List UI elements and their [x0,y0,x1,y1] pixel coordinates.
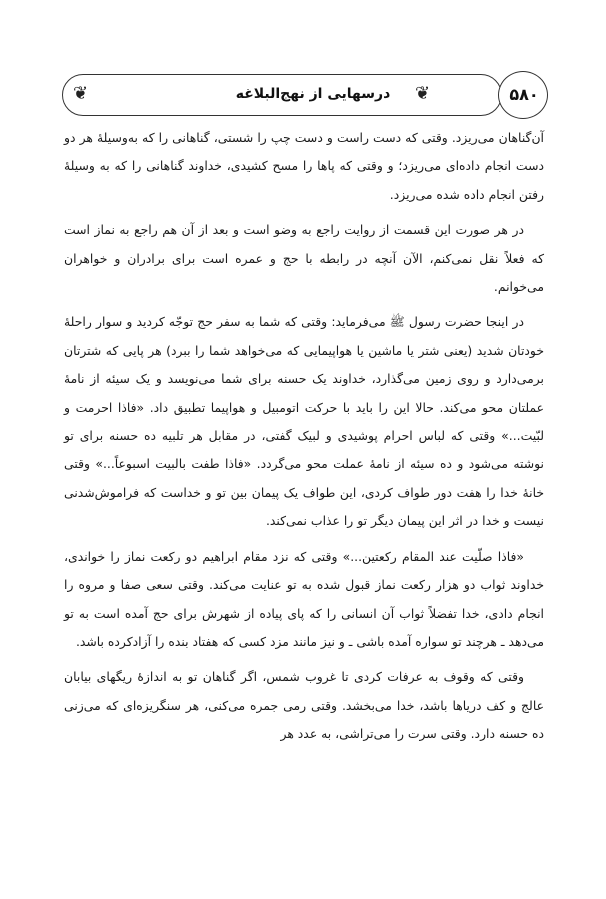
paragraph-1: آن‌گناهان می‌ریزد. وقتی که دست راست و دست چپ را شستی، گناهانی را که به‌وسیلهٔ هر دو دست انجام داده‌ای می‌ریزد؛ و وقتی که پاها را مسح کشیدی، خداوند گناهانی را که به وسیلهٔ رفتن انجام داده شده می‌ریزد. [64,130,544,202]
page-number-badge [498,71,548,119]
paragraph-5: وقتی که وقوف به عرفات کردی تا غروب شمس، اگر گناهان تو به اندازهٔ ریگهای بیابان عالج و کف دریاها باشد، خدا می‌بخشد. وقتی رمی جمره می‌کنی، هر سنگریزه‌ای که می‌زنی ده حسنه دارد. وقتی سرت را می‌تراشی، به عدد هر [64,669,544,742]
paragraph-2: در هر صورت این قسمت از روایت راجع به وضو است و بعد از آن هم راجع به نماز است که فعلاً نقل نمی‌کنم، الآن آنچه در رابطه با حج و عمره است برای برادران و خواهران می‌خوانم. [64,222,544,295]
ornament-left-icon: ❦ [73,83,89,104]
header-frame [62,74,502,116]
paragraph-3: در اینجا حضرت رسول ﷺ می‌فرماید: وقتی که شما به سفر حج توجّه کردید و سوار راحلهٔ خودتان شدید (یعنی شتر یا ماشین یا هواپیمایی که می‌خواهد شما را ببرد) هر پایی که شترتان برمی‌دارد و روی زمین می‌گذارد، خداوند یک حسنه برای شما می‌نویسد و یک سیئه از نامهٔ عملتان محو می‌کند. حالا این را باید با حرکت اتومبیل و هواپیما تطبیق داد. «فاذا احرمت و لبّیت...» وقتی که لباس احرام پوشیدی و لبیک گفتی، در مقابل هر تلبیه ده حسنه برای تو نوشته می‌شود و ده سیئه از نامهٔ عملت محو می‌گردد. «فاذا طفت بالبیت اسبوعاً...» وقتی خانهٔ خدا را هفت دور طواف کردی، این طواف یک پیمان بین تو و خداست که فراموش‌شدنی نیست و خدا در اثر این پیمان دیگر تو را عذاب نمی‌کند. [64,314,544,529]
page-number: ۵۸۰ [509,85,539,104]
running-header [62,74,548,120]
paragraph-4: «فاذا صلّیت عند المقام رکعتین...» وقتی که نزد مقام ابراهیم دو رکعت نماز را خواندی، خداوند ثواب دو هزار رکعت نماز قبول شده به تو عنایت می‌کند. وقتی سعی صفا و مروه را انجام دادی، خدا تفضلاً ثواب آن انسانی را که پای پیاده از شهرش برای حج آمده است به تو می‌دهد ـ هرچند تو سواره آمده باشی ـ و نیز مانند مزد کسی که هفتاد بنده را آزادکرده باشد. [64,548,544,649]
page-title: درسهایی از نهج‌البلاغه [235,86,391,102]
body-text [64,124,544,756]
ornament-mid-icon: ❦ [415,83,431,104]
